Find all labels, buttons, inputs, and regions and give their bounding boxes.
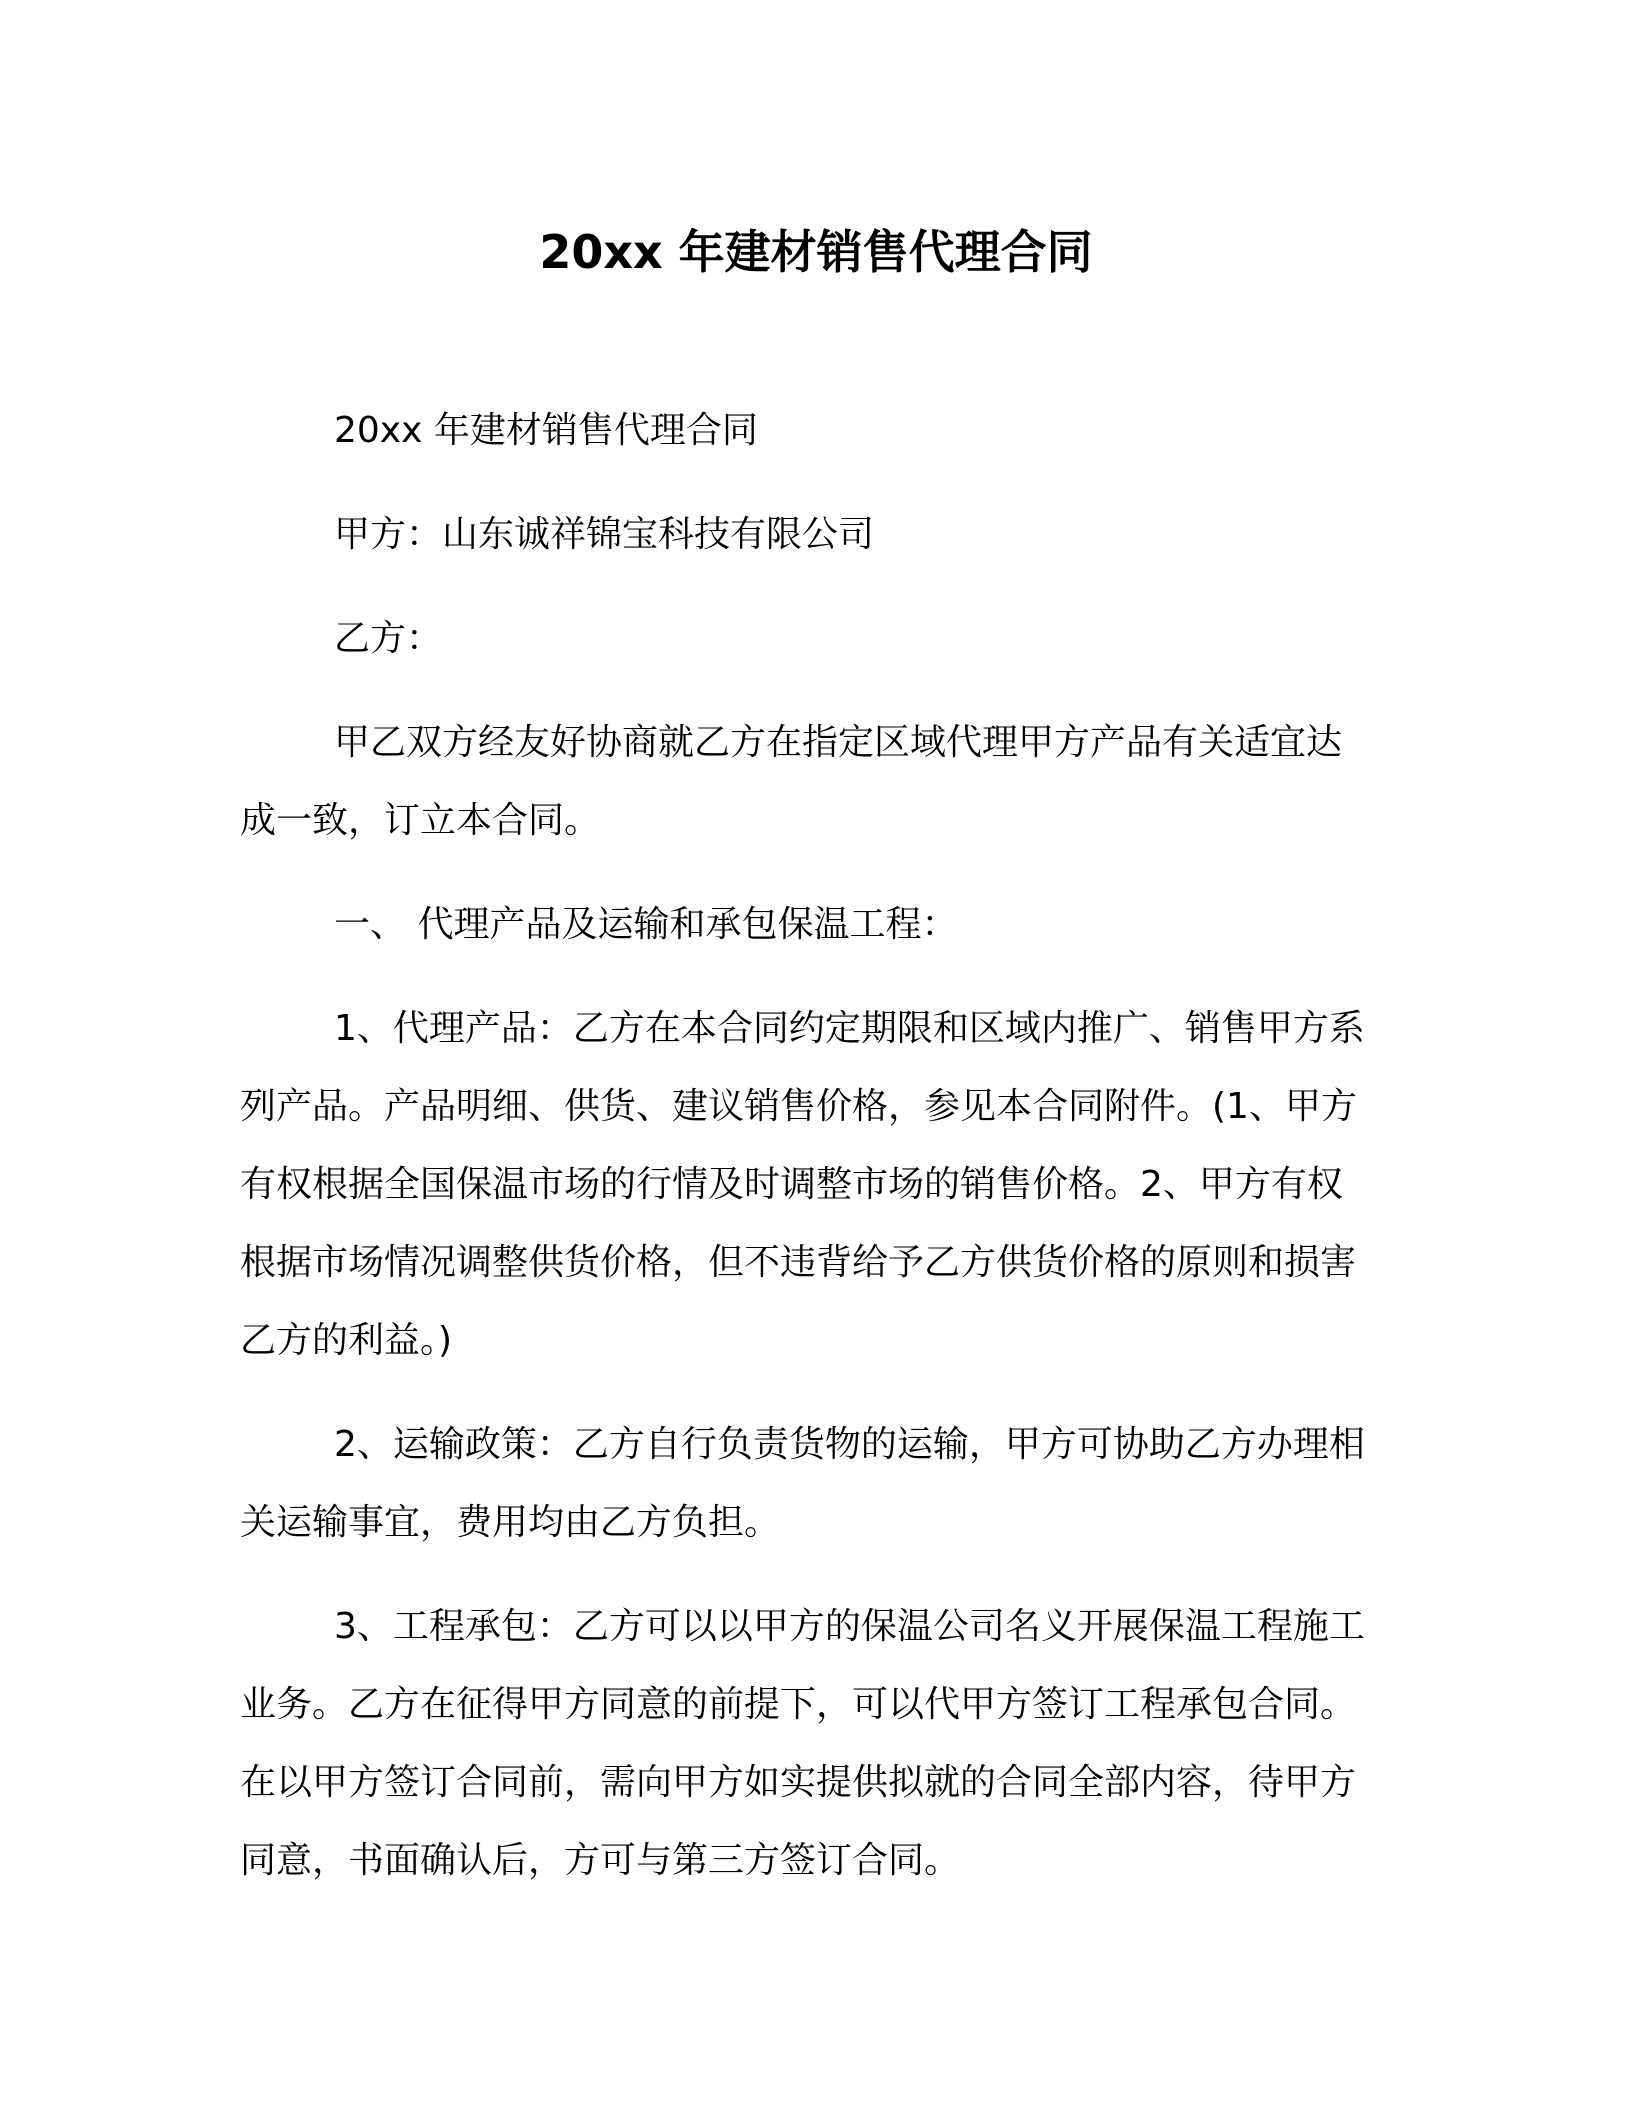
paragraph-party-b: 乙方： [334, 618, 443, 659]
document-title: 20xx 年建材销售代理合同 [539, 225, 1093, 279]
document-body [240, 392, 1375, 1926]
paragraph-subtitle: 20xx 年建材销售代理合同 [334, 410, 758, 451]
paragraph-party-a: 甲方：山东诚祥锦宝科技有限公司 [334, 514, 875, 555]
clause-2-transport: 2、运输政策：乙方自行负责货物的运输，甲方可协助乙方办理相关运输事宜，费用均由乙方负担。 [240, 1424, 1365, 1543]
clause-1-products: 1、代理产品：乙方在本合同约定期限和区域内推广、销售甲方系列产品。产品明细、供货、建议销售价格，参见本合同附件。(1、甲方有权根据全国保温市场的行情及时调整市场的销售价格。2、甲方有权根据市场情况调整供货价格，但不违背给予乙方供货价格的原则和损害乙方的利益。) [240, 1008, 1365, 1361]
clause-3-engineering: 3、工程承包：乙方可以以甲方的保温公司名义开展保温工程施工业务。乙方在征得甲方同意的前提下，可以代甲方签订工程承包合同。在以甲方签订合同前，需向甲方如实提供拟就的合同全部内容，待甲方同意，书面确认后，方可与第三方签订合同。 [240, 1606, 1365, 1881]
section-heading-1: 一、 代理产品及运输和承包保温工程： [334, 904, 958, 945]
paragraph-preamble: 甲乙双方经友好协商就乙方在指定区域代理甲方产品有关适宜达成一致，订立本合同。 [240, 722, 1343, 841]
